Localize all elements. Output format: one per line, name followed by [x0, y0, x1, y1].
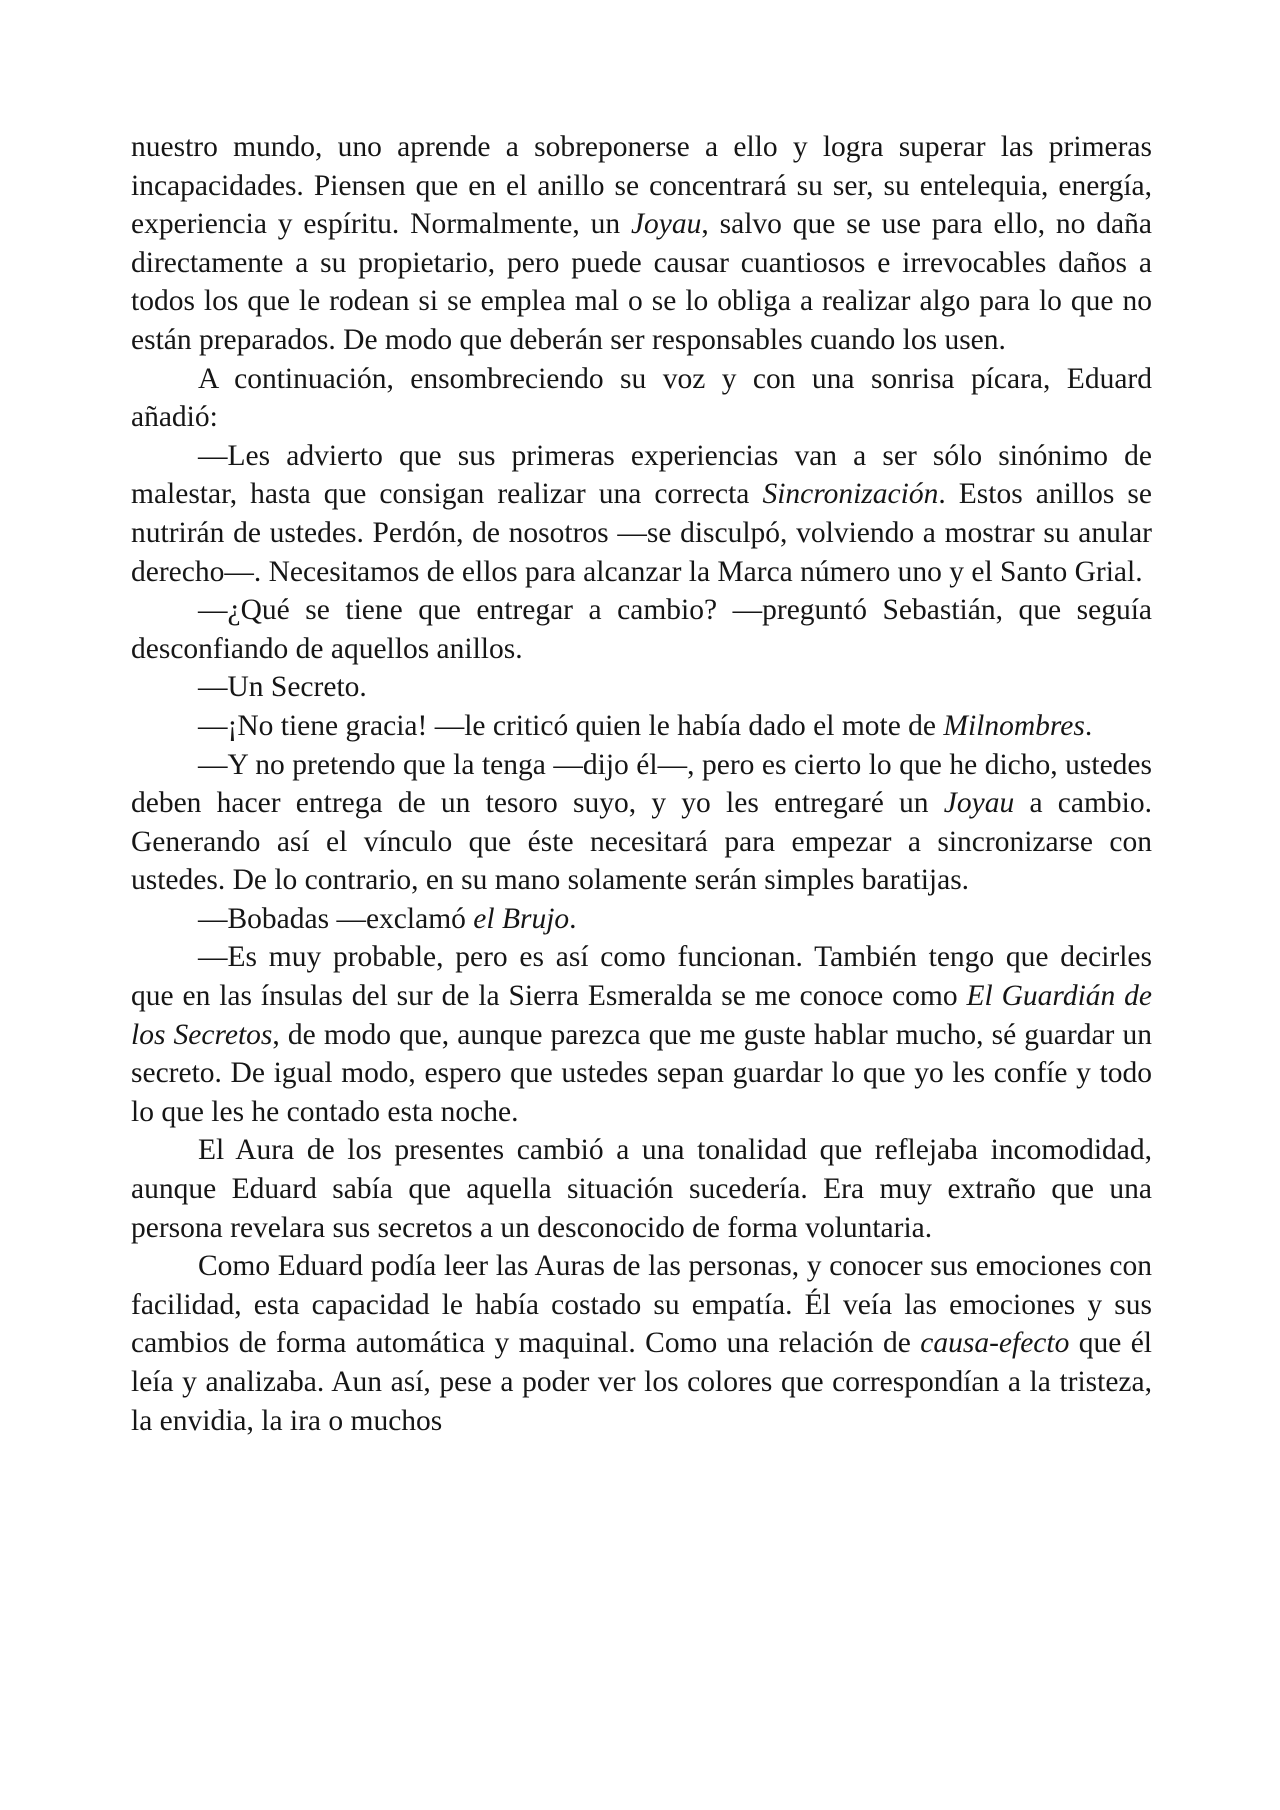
- italic-text-run: Milnombres: [943, 709, 1085, 742]
- text-run: .: [569, 902, 577, 935]
- document-page: [131, 128, 1152, 1440]
- text-run: A continuación, ensombreciendo su voz y con una sonrisa pícara, Eduard añadió:: [131, 362, 1152, 434]
- paragraph: [131, 900, 1152, 939]
- italic-text-run: El Guardián de los Secretos: [131, 980, 1152, 1051]
- text-run: , de modo que, aunque parezca que me guste hablar mucho, sé guardar un secreto. De igual modo, espero que ustedes sepan guardar lo que yo les confíe y todo lo que les he contado esta noche.: [131, 1018, 1152, 1128]
- paragraph: [131, 1131, 1152, 1247]
- paragraph: [131, 1247, 1152, 1440]
- paragraph: [131, 668, 1152, 707]
- text-run: —Bobadas —exclamó: [198, 902, 474, 935]
- text-run: a cambio. Generando así el vínculo que éste necesitará para empezar a sincronizarse con ustedes. De lo contrario, en su mano solamente serán simples baratijas.: [131, 787, 1152, 897]
- italic-text-run: Joyau: [630, 208, 702, 241]
- italic-text-run: Joyau: [943, 787, 1015, 820]
- text-run: —¡No tiene gracia! —le criticó quien le había dado el mote de: [198, 709, 944, 742]
- text-run: nuestro mundo, uno aprende a sobreponerse a ello y logra superar las primeras incapacidades. Piensen que en el anillo se concentrará su ser, su entelequia, energía, experiencia y espíritu. Normalmente, un: [131, 131, 1152, 241]
- paragraph: [131, 437, 1152, 591]
- text-run: —Es muy probable, pero es así como funcionan. También tengo que decirles que en las ínsulas del sur de la Sierra Esmeralda se me conoce como: [131, 941, 1152, 1013]
- text-run: —Les advierto que sus primeras experiencias van a ser sólo sinónimo de malestar, hasta que consigan realizar una correcta: [131, 439, 1152, 511]
- paragraph: [131, 707, 1152, 746]
- text-run: El Aura de los presentes cambió a una tonalidad que reflejaba incomodidad, aunque Eduard sabía que aquella situación sucedería. Era muy extraño que una persona revelara sus secretos a un desconocido de forma voluntaria.: [131, 1134, 1152, 1244]
- text-run: que él leía y analizaba. Aun así, pese a poder ver los colores que correspondían a la tristeza, la envidia, la ira o muchos: [131, 1327, 1152, 1437]
- italic-text-run: Sincronización: [762, 478, 939, 511]
- text-run: .: [1084, 709, 1093, 742]
- text-run: —Un Secreto.: [198, 671, 367, 704]
- paragraph: [131, 128, 1152, 360]
- paragraph: [131, 591, 1152, 668]
- text-run: , salvo que se use para ello, no daña directamente a su propietario, pero puede causar cuantiosos e irrevocables daños a todos los que le rodean si se emplea mal o se lo obliga a realizar algo para lo que no están preparados. De modo que deberán ser responsables cuando los usen.: [131, 208, 1152, 356]
- paragraph: [131, 360, 1152, 437]
- paragraph: [131, 938, 1152, 1131]
- text-run: Como Eduard podía leer las Auras de las personas, y conocer sus emociones con facilidad, esta capacidad le había costado su empatía. Él veía las emociones y sus cambios de forma automática y maquinal. Como una relación de: [131, 1250, 1152, 1360]
- paragraph: [131, 746, 1152, 900]
- text-run: —¿Qué se tiene que entregar a cambio? —preguntó Sebastián, que seguía desconfiando de aquellos anillos.: [131, 594, 1152, 665]
- text-run: . Estos anillos se nutrirán de ustedes. Perdón, de nosotros —se disculpó, volviendo a mostrar su anular derecho—. Necesitamos de ellos para alcanzar la Marca número uno y el Santo Grial.: [131, 478, 1152, 588]
- italic-text-run: el Brujo: [473, 902, 570, 935]
- text-run: —Y no pretendo que la tenga —dijo él—, pero es cierto lo que he dicho, ustedes deben hacer entrega de un tesoro suyo, y yo les entregaré un: [131, 748, 1152, 820]
- italic-text-run: causa-efecto: [920, 1327, 1070, 1360]
